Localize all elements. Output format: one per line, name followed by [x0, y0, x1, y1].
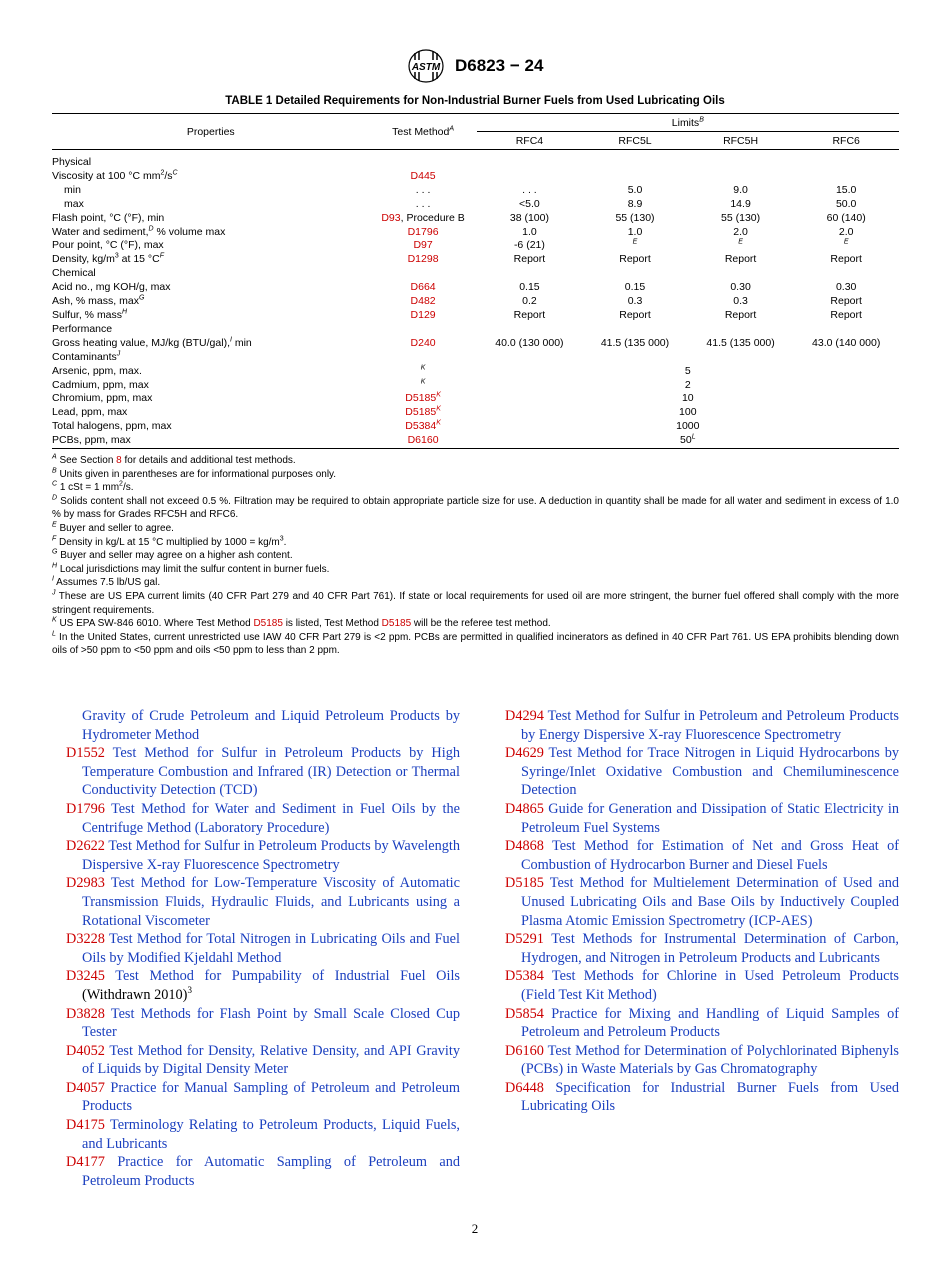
- limit-value: Report: [724, 308, 757, 321]
- limit-value: Report: [830, 295, 862, 308]
- limit-value: 5.0: [627, 183, 643, 196]
- limit-value: Report: [619, 253, 651, 266]
- table-row: [52, 434, 899, 448]
- reference-code-link[interactable]: D4868: [505, 838, 544, 855]
- page-number: 2: [471, 1221, 479, 1236]
- reference-entry: D3245 Test Method for Pumpability of Industrial Fuel Oils (Withdrawn 2010)$^3$: [66, 968, 460, 1003]
- test-method: $D5384^K$: [405, 419, 441, 433]
- table-row: [52, 379, 899, 393]
- limit-value: 55 (130): [721, 211, 761, 224]
- footnote: $^J$ These are US EPA current limits (40 CFR Part 279 and 40 CFR Part 761). If state or local requirements for used oil are more stringent, the burner fuel offered shall comply with the more stringent requirements.: [52, 589, 899, 616]
- test-method: . . .: [415, 183, 431, 196]
- empty-cell: [477, 323, 899, 337]
- table-row: [52, 351, 899, 365]
- table-row: [52, 309, 899, 323]
- reference-entry: [66, 874, 460, 930]
- test-method: K: [420, 378, 426, 385]
- reference-title[interactable]: Test Method for Estimation of Net and Gross Heat of Combustion of Hydrocarbon Burner and Diesel Fuels: [521, 838, 899, 873]
- reference-title[interactable]: Test Method for Low-Temperature Viscosity of Automatic Transmission Fluids, Hydraulic Fluids, and Lubricants using a Rotational Viscometer: [82, 875, 460, 929]
- limit-value: [582, 170, 688, 184]
- reference-code-link[interactable]: D6160: [505, 1042, 544, 1059]
- reference-entry: [505, 1079, 899, 1116]
- reference-code-link[interactable]: D4057: [66, 1079, 105, 1096]
- reference-title[interactable]: Test Methods for Chlorine in Used Petroleum Products (Field Test Kit Method): [521, 968, 899, 1003]
- property-label: min: [64, 183, 81, 196]
- reference-entry: [66, 1079, 460, 1116]
- header-grade: RFC4: [515, 134, 544, 147]
- reference-entry: [505, 930, 899, 967]
- table-footnotes: [52, 454, 899, 658]
- limit-value: E: [738, 238, 743, 246]
- reference-title[interactable]: Test Method for Multielement Determination of Used and Unused Lubricating Oils and Base Oils by Inductively Coupled Plasma Atomic Emission Spectrometry (ICP-AES): [521, 875, 899, 929]
- property-label: Chemical: [52, 267, 96, 280]
- table-row: [52, 239, 899, 253]
- table-row: [52, 295, 899, 309]
- property-label: PCBs, ppm, max: [52, 434, 131, 447]
- table-row: [52, 184, 899, 198]
- reference-title[interactable]: Practice for Mixing and Handling of Liquid Samples of Petroleum and Petroleum Products: [521, 1005, 899, 1041]
- reference-code-link[interactable]: D3228: [66, 931, 105, 948]
- reference-title[interactable]: Test Method for Sulfur in Petroleum Products by High Temperature Combustion and Infrared (IR) Detection or Thermal Conductivity Detection (TCD): [82, 745, 460, 799]
- table-row: [52, 170, 899, 184]
- test-method: K: [420, 364, 426, 372]
- limit-value: 14.9: [730, 197, 751, 210]
- footnote: $^H$ Local jurisdictions may limit the sulfur content in burner fuels.: [52, 562, 330, 575]
- reference-entry: [66, 930, 460, 967]
- empty-cell: [477, 267, 899, 281]
- limit-value: [477, 170, 583, 184]
- document-number: D6823 − 24: [455, 56, 544, 75]
- reference-code-link[interactable]: D1552: [66, 745, 105, 762]
- property-label: Chromium, ppm, max: [52, 392, 153, 405]
- limit-value: 1.0: [627, 225, 643, 238]
- test-method: [370, 351, 477, 365]
- limit-value: Report: [830, 253, 862, 266]
- footnote: $^L$ In the United States, current unrestricted use IAW 40 CFR Part 279 is <2 ppm. PCBs are permitted in qualified incinerators as defined in 40 CFR Part 761. US EPA prohibits blending down oils of >50 ppm to <50 ppm and oils <50 ppm to less than 2 ppm.: [52, 630, 899, 657]
- limit-value: Report: [724, 253, 757, 266]
- reference-code-link[interactable]: D4865: [505, 800, 544, 817]
- table-row: [52, 406, 899, 420]
- reference-entry: [66, 744, 460, 800]
- reference-entry: [505, 1042, 899, 1079]
- reference-title[interactable]: Test Method for Determination of Polychlorinated Biphenyls (PCBs) in Waste Materials by Gas Chromatography: [521, 1042, 899, 1078]
- page-header: [0, 48, 950, 84]
- reference-title[interactable]: Gravity of Crude Petroleum and Liquid Petroleum Products by Hydrometer Method: [82, 708, 460, 743]
- limit-value: E: [632, 238, 638, 246]
- reference-code-link[interactable]: D6448: [505, 1079, 544, 1096]
- reference-entry: [66, 707, 460, 744]
- limit-value: 0.3: [733, 295, 748, 308]
- table-row: [52, 337, 899, 351]
- test-method: D482: [410, 295, 436, 308]
- limit-value: 0.3: [627, 295, 643, 308]
- reference-title[interactable]: Practice for Manual Sampling of Petroleum and Petroleum Products: [82, 1079, 460, 1115]
- test-method: $D5185^K$: [405, 405, 441, 419]
- limit-value: 38 (100): [509, 211, 549, 224]
- reference-title[interactable]: Test Methods for Flash Point by Small Scale Closed Cup Tester: [82, 1005, 460, 1041]
- table-row: [52, 212, 899, 226]
- limit-value: 1.0: [522, 225, 537, 238]
- reference-title[interactable]: Test Method for Sulfur in Petroleum and Petroleum Products by Energy Dispersive X-ray Fluorescence Spectrometry: [521, 708, 899, 743]
- requirements-table: [52, 113, 899, 449]
- limit-value-all-grades: 1000: [676, 420, 700, 433]
- footnote: $^D$ Solids content shall not exceed 0.5 %. Filtration may be required to obtain appropriate particle size for use. A deduction in quantity shall be made for all water and sediment in excess of 1.0 % by mass for Grades RFC5H and RFC6.: [52, 494, 899, 521]
- limit-value: 43.0 (140 000): [812, 336, 881, 349]
- reference-title[interactable]: Guide for Generation and Dissipation of Static Electricity in Petroleum Fuel Systems: [521, 800, 899, 836]
- test-method: D240: [410, 336, 436, 349]
- test-method: [370, 323, 477, 337]
- reference-title[interactable]: Test Method for Density, Relative Density, and API Gravity of Liquids by Digital Density Meter: [82, 1042, 460, 1078]
- table-body: [52, 150, 899, 449]
- limit-value: 41.5 (135 000): [706, 336, 775, 349]
- header-grade: RFC6: [832, 134, 860, 147]
- limit-value: . . .: [522, 183, 537, 196]
- footnote: $^G$ Buyer and seller may agree on a higher ash content.: [52, 548, 293, 562]
- property-label: max: [64, 197, 84, 210]
- astm-logo-icon: [407, 48, 445, 84]
- reference-entry: [66, 1005, 460, 1042]
- limit-value: -6 (21): [513, 239, 545, 252]
- table-row: [52, 267, 899, 281]
- limit-value-all-grades: 5: [684, 364, 691, 377]
- reference-code-link[interactable]: D5291: [505, 931, 544, 948]
- header-grade: RFC5L: [618, 134, 652, 147]
- property-label: Gross heating value, MJ/kg (BTU/gal),$^I$ min: [52, 336, 252, 349]
- limit-value: 41.5 (135 000): [600, 336, 670, 349]
- limit-value: 2.0: [733, 225, 748, 238]
- limit-value: Report: [513, 253, 546, 266]
- test-method: [370, 267, 477, 281]
- limit-value: [793, 170, 899, 184]
- limit-value: 0.15: [519, 281, 540, 294]
- test-method: D6160: [407, 434, 439, 447]
- reference-code-link[interactable]: D5854: [505, 1005, 544, 1022]
- reference-title[interactable]: Terminology Relating to Petroleum Products, Liquid Fuels, and Lubricants: [82, 1117, 460, 1152]
- reference-entry: [505, 874, 899, 930]
- limit-value-all-grades: 2: [684, 378, 691, 391]
- limit-value: Report: [830, 308, 862, 321]
- table-row: [52, 198, 899, 212]
- reference-title[interactable]: Test Method for Trace Nitrogen in Liquid Hydrocarbons by Syringe/Inlet Oxidative Combustion and Chemiluminescence Detection: [521, 745, 899, 799]
- referenced-documents-left-column: [66, 707, 460, 1190]
- property-label: Density, $kg/m^3$ at 15 $^\circ C^F$: [52, 252, 164, 266]
- limit-value: 15.0: [835, 183, 857, 196]
- property-label: Pour point, °C (°F), max: [52, 239, 164, 252]
- property-label: Viscosity at 100 °C $mm^2/s^C$: [52, 169, 178, 182]
- header-properties: Properties: [186, 125, 235, 138]
- limit-value: E: [843, 238, 849, 246]
- footnote: $^K$ US EPA SW-846 6010. Where Test Method D5185 is listed, Test Method D5185 will be the referee test method.: [52, 616, 551, 630]
- reference-entry: [66, 1153, 460, 1190]
- test-method: D1796: [407, 225, 439, 238]
- reference-entry: [66, 1042, 460, 1079]
- property-label: Sulfur, % mass$^H$: [52, 308, 128, 321]
- table-row: [52, 281, 899, 295]
- limit-value: 0.15: [624, 281, 646, 294]
- reference-code-link[interactable]: D4177: [66, 1154, 105, 1171]
- limit-value: 40.0 (130 000): [495, 336, 564, 349]
- footnote: $^E$ Buyer and seller to agree.: [52, 521, 174, 534]
- property-label: Acid no., mg KOH/g, max: [52, 281, 171, 294]
- header-grade: RFC5H: [723, 134, 759, 147]
- footnote: $^B$ Units given in parentheses are for informational purposes only.: [52, 467, 337, 480]
- reference-title[interactable]: Test Method for Sulfur in Petroleum Products by Wavelength Dispersive X-ray Fluorescence Spectrometry: [82, 838, 460, 873]
- header-test-method: Test Method$^A$: [392, 125, 455, 138]
- reference-entry: [66, 837, 460, 874]
- limit-value: 0.30: [730, 281, 751, 294]
- limit-value: [688, 170, 794, 184]
- footnote: $^F$ Density in kg/L at 15 °C multiplied by $1000 = kg/m^3$.: [52, 535, 287, 548]
- limit-value: 60 (140): [826, 211, 866, 224]
- property-label: Physical: [52, 156, 92, 168]
- limit-value: 55 (130): [615, 211, 655, 224]
- property-label: Contaminants$^J$: [52, 350, 121, 363]
- reference-code-link[interactable]: D4052: [66, 1042, 105, 1059]
- property-label: Lead, ppm, max: [52, 406, 128, 419]
- reference-title[interactable]: Test Method for Pumpability of Industrial Fuel Oils: [115, 968, 460, 985]
- reference-entry: [505, 744, 899, 800]
- property-label: Arsenic, ppm, max.: [52, 364, 142, 377]
- property-label: Flash point, °C (°F), min: [52, 211, 165, 224]
- reference-code-link[interactable]: D1796: [66, 800, 105, 817]
- table-row: [52, 420, 899, 434]
- limit-value-all-grades: 10: [681, 392, 694, 405]
- reference-code-link[interactable]: D5384: [505, 968, 544, 985]
- svg-text:ASTM: ASTM: [411, 62, 440, 73]
- table-title: TABLE 1 Detailed Requirements for Non-Industrial Burner Fuels from Used Lubricating Oils: [225, 95, 725, 107]
- reference-code-link[interactable]: D5185: [505, 875, 544, 892]
- limit-value: 0.30: [835, 281, 857, 294]
- reference-entry: [505, 837, 899, 874]
- limit-value-all-grades: 100: [679, 406, 697, 419]
- reference-entry: [505, 800, 899, 837]
- reference-code-link[interactable]: D3245: [66, 968, 105, 985]
- table-row: [52, 150, 899, 170]
- test-method: D1298: [407, 253, 439, 266]
- test-method: D97: [413, 239, 433, 252]
- table-row: [52, 226, 899, 240]
- reference-code-link[interactable]: D4175: [66, 1117, 105, 1134]
- limit-value: 9.0: [733, 183, 748, 196]
- reference-code-link[interactable]: D2622: [66, 838, 105, 855]
- limit-value: 2.0: [838, 225, 854, 238]
- property-label: Performance: [52, 322, 113, 335]
- property-label: Total halogens, ppm, max: [52, 420, 172, 433]
- referenced-documents-right-column: [505, 707, 899, 1116]
- test-method: . . .: [415, 197, 431, 210]
- footnote: $^A$ See Section 8 for details and additional test methods.: [52, 453, 296, 466]
- table-row: [52, 365, 899, 379]
- test-method: [370, 150, 477, 170]
- reference-entry: [505, 967, 899, 1004]
- reference-code-link[interactable]: D3828: [66, 1005, 105, 1022]
- footnote: $^I$ Assumes 7.5 lb/US gal.: [52, 576, 161, 589]
- property-label: Cadmium, ppm, max: [52, 378, 149, 391]
- limit-value-all-grades: $50^L$: [680, 433, 696, 447]
- table-row: [52, 323, 899, 337]
- reference-code-link[interactable]: D4629: [505, 745, 544, 762]
- reference-code-link[interactable]: D2983: [66, 875, 105, 892]
- empty-cell: [477, 351, 899, 365]
- test-method: D664: [410, 281, 436, 294]
- limit-value: 50.0: [835, 197, 857, 210]
- reference-title[interactable]: Practice for Automatic Sampling of Petroleum and Petroleum Products: [82, 1154, 461, 1189]
- reference-entry: [66, 800, 460, 837]
- reference-entry: [505, 707, 899, 744]
- limit-value: Report: [619, 308, 651, 321]
- header-limits: Limits$^B$: [477, 114, 899, 132]
- limit-value: <5.0: [519, 197, 540, 210]
- reference-entry: [66, 1116, 460, 1153]
- test-method: D445: [410, 169, 436, 182]
- table-row: [52, 392, 899, 406]
- test-method: D129: [410, 308, 436, 321]
- limit-value: 8.9: [627, 197, 643, 210]
- table-row: [52, 253, 899, 267]
- limit-value: Report: [513, 308, 546, 321]
- property-label: Water and sediment,$^D$ % volume max: [52, 225, 226, 238]
- reference-entry: [505, 1005, 899, 1042]
- reference-title[interactable]: Test Methods for Instrumental Determination of Carbon, Hydrogen, and Nitrogen in Petroleum Products and Lubricants: [521, 931, 899, 966]
- reference-title[interactable]: Test Method for Water and Sediment in Fuel Oils by the Centrifuge Method (Laboratory Procedure): [82, 800, 460, 836]
- property-label: Ash, % mass, $\max^G$: [52, 294, 145, 308]
- test-method: D93, Procedure B: [381, 211, 465, 224]
- reference-title[interactable]: Test Method for Total Nitrogen in Lubricating Oils and Fuel Oils by Modified Kjeldahl Method: [82, 931, 460, 966]
- test-method: $D5185^K$: [405, 391, 441, 405]
- reference-title[interactable]: Specification for Industrial Burner Fuels from Used Lubricating Oils: [521, 1079, 899, 1115]
- reference-code-link[interactable]: D4294: [505, 708, 544, 724]
- empty-cell: [477, 150, 899, 170]
- limit-value: 0.2: [522, 295, 537, 308]
- footnote: $^C$ 1 cSt = 1 $mm^2/s$.: [52, 480, 134, 494]
